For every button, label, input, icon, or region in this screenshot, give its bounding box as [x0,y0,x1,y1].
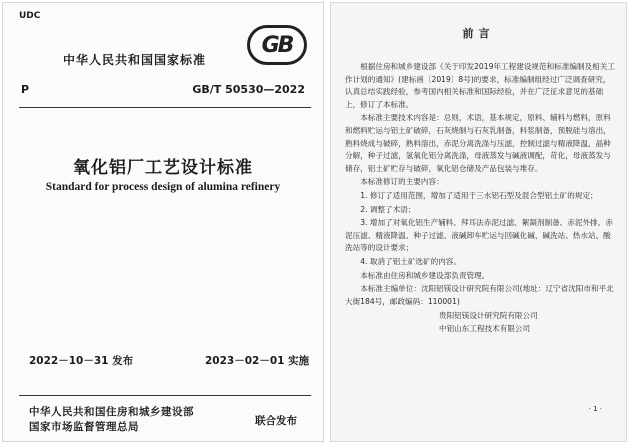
participating-units [345,310,615,335]
standard-number: GB/T 50530—2022 [192,83,305,96]
chief-editor-label: 本标准主编单位： [360,284,421,294]
chief-editor-line [345,283,615,308]
foreword-paragraph: 根据住房和城乡建设部《关于印发2019年工程建设规范和标准编制及相关工作计划的通知》(建标函〔2019〕8号)的要求，标准编制组经过广泛调查研究，认真总结实践经验，参考国内相关标准和国际经验，并在广泛征求意见的基础上，修订了本标准。 [345,62,615,109]
participant-unit: 贵阳铝镁设计研究院有限公司 [439,311,538,321]
national-standard-heading: 中华人民共和国国家标准 [63,53,207,67]
gb-logo-icon: GB [247,25,307,65]
revision-item: 4. 取消了铝土矿选矿的内容。 [360,256,461,266]
participant-unit: 中铝山东工程技术有限公司 [439,323,531,333]
classification-letter: P [21,83,30,96]
standard-title-english: Standard for process design of alumina refinery [45,181,281,193]
standard-cover-page [2,2,324,442]
foreword-paragraph: 本标准主要技术内容是：总则，术语，基本规定，原料、辅料与燃料，原料和燃料贮运与铝土矿破碎，石灰烧制与石灰乳制备，料浆制备，预脱硅与溶出，熟料烧成与破碎，熟料溶出，赤泥分离洗涤与压滤，控制过滤与精液降温，晶种分解，种子过滤，氢氧化铝分离洗涤，母液蒸发与碱液调配，苛化，母液蒸发与储存，铝土矿贮存与破碎，氧化铝仓储及产品包装与堆存。 [345,113,611,173]
responsibility-statement: 本标准由住房和城乡建设部负责管理。 [360,270,490,280]
joint-issue-label: 联合发布 [255,415,297,427]
foreword-heading: 前言 [462,27,495,40]
page-number: · 1 · [588,405,602,413]
issue-date: 2022－10－31 发布 [29,355,134,367]
issuing-authorities [29,405,194,435]
authority-ministry: 中华人民共和国住房和城乡建设部 [29,406,194,418]
revision-item: 2. 调整了术语； [360,204,416,214]
implementation-date: 2023－02－01 实施 [205,355,310,367]
footer-divider [19,395,311,396]
revision-item: 3. 增加了对氧化铝生产辅料、拜耳法赤泥过滤、絮凝剂制备、赤泥外排、赤泥压滤、精液降温、种子过滤、液碱卸车贮运与回碱化碱、碱洗站、热水站、酸洗站等的设计要求； [345,218,613,253]
authority-samr: 国家市场监督管理总局 [29,421,139,433]
revision-item: 1. 修订了适用范围，增加了适用于三水铝石型及混合型铝土矿的规定； [360,190,598,200]
header-divider [19,107,311,108]
foreword-paragraph: 本标准修订的主要内容： [360,177,444,187]
foreword-body [345,61,615,335]
udc-label: UDC [19,11,41,21]
chief-editor-unit: 沈阳铝镁设计研究院有限公司(地址：辽宁省沈阳市和平北大街184号，邮政编码：110001) [345,284,614,306]
standard-title-chinese: 氧化铝厂工艺设计标准 [73,158,253,178]
foreword-page [330,2,627,442]
